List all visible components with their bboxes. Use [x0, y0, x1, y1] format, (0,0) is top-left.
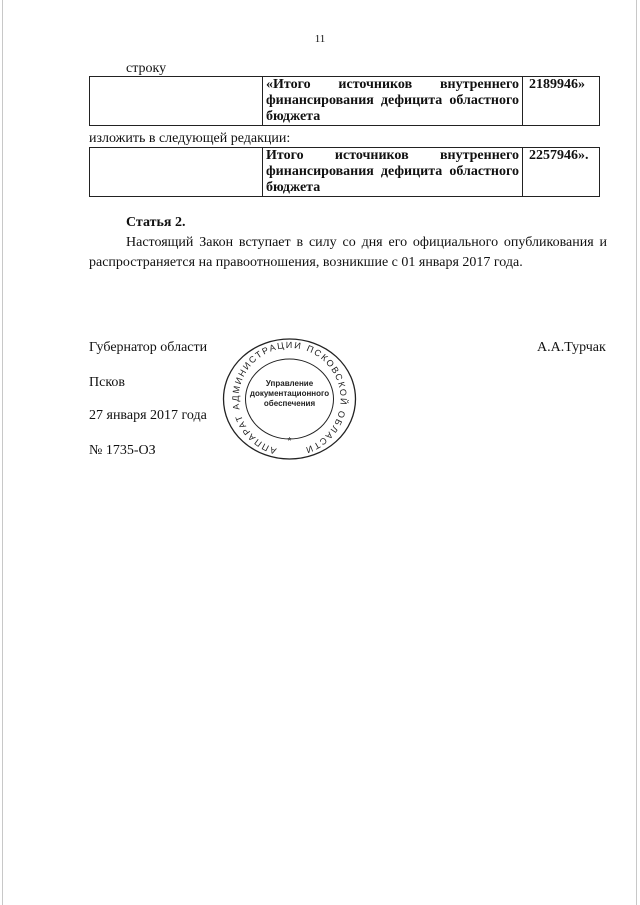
- new-row-table: [89, 147, 600, 197]
- new-row-text: Итого источников внутреннего финансирования дефицита областного бюджета: [263, 148, 523, 197]
- signing-city: Псков: [89, 375, 126, 390]
- scan-edge-right: [636, 0, 637, 905]
- empty-cell: [90, 77, 263, 126]
- old-row-value: 2189946»: [523, 77, 600, 126]
- scan-edge-left: [2, 0, 3, 905]
- signing-date: 27 января 2017 года: [89, 408, 207, 423]
- empty-cell: [90, 148, 263, 197]
- stamp-line-3: обеспечения: [263, 399, 316, 408]
- article-heading: Статья 2.: [126, 215, 186, 230]
- official-stamp: [217, 330, 362, 462]
- old-row-table: [89, 76, 600, 126]
- stamp-ring-text: АППАРАТ АДМИНИСТРАЦИИ ПСКОВСКОЙ ОБЛАСТИ: [230, 339, 349, 457]
- page-number: 11: [314, 33, 326, 45]
- stamp-line-1: Управление: [265, 379, 314, 388]
- stamp-line-2: документационного: [249, 389, 330, 398]
- replace-phrase: изложить в следующей редакции:: [89, 131, 291, 146]
- law-number: № 1735-ОЗ: [89, 443, 156, 458]
- stamp-star: *: [287, 436, 292, 447]
- old-row-text: «Итого источников внутреннего финансирования дефицита областного бюджета: [263, 77, 523, 126]
- article-2: [89, 213, 607, 273]
- amendment-intro: строку: [126, 61, 167, 76]
- signatory-name: А.А.Турчак: [537, 340, 606, 355]
- signatory-position: Губернатор области: [89, 340, 208, 355]
- article-body: Настоящий Закон вступает в силу со дня его официального опубликования и распространяется на правоотношения, возникшие с 01 января 2017 года.: [89, 235, 607, 270]
- new-row-value: 2257946».: [523, 148, 600, 197]
